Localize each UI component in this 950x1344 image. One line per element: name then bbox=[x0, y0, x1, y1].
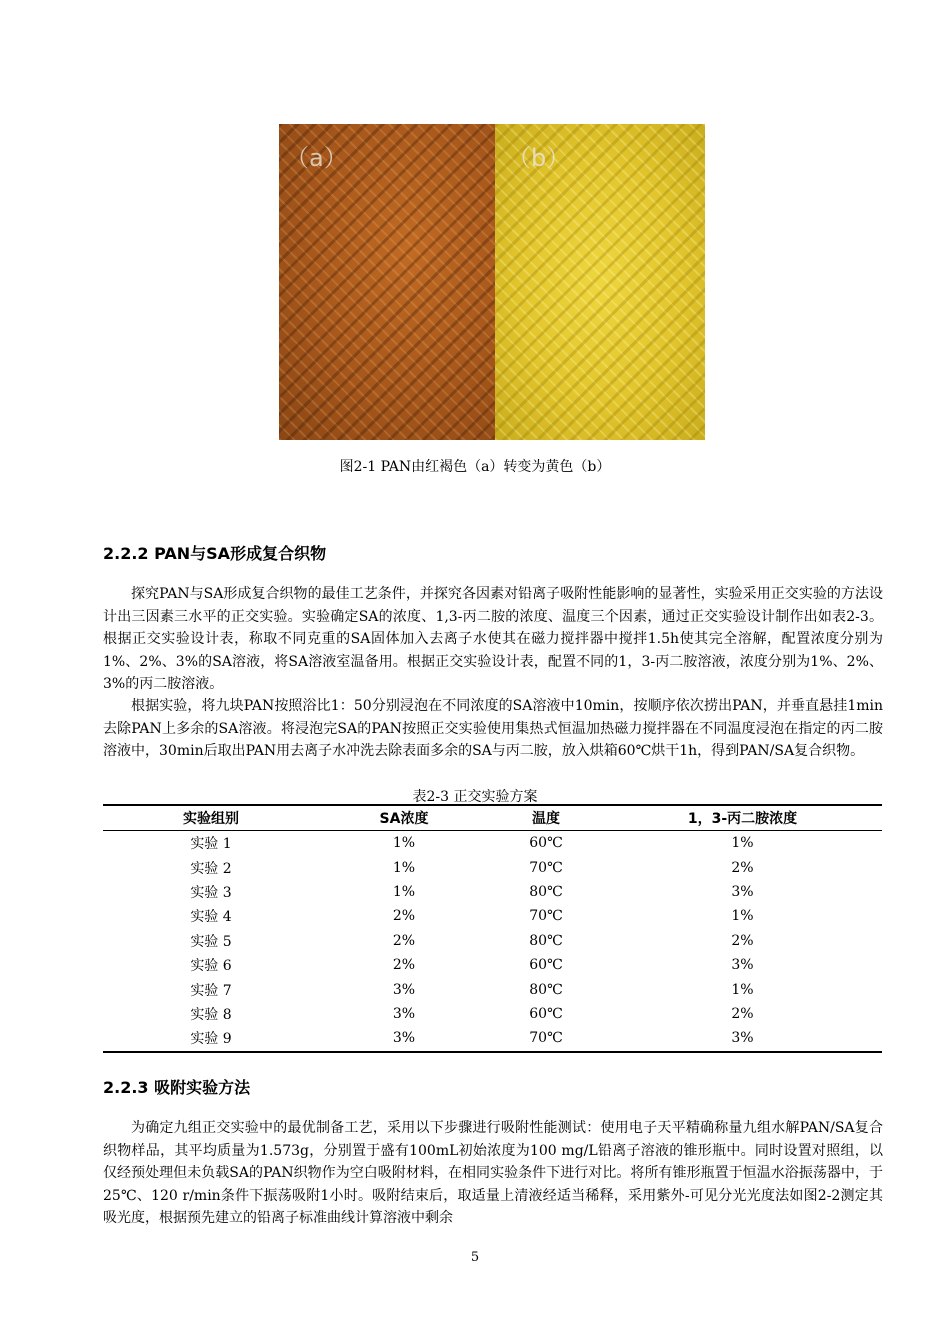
cell-diamine: 3% bbox=[603, 1026, 882, 1051]
cell-group: 实验 2 bbox=[190, 860, 232, 877]
cell-diamine: 2% bbox=[731, 859, 754, 876]
header-temperature: 温度 bbox=[489, 805, 603, 831]
cell-sa: 2% bbox=[392, 908, 416, 925]
cell-group: 实验 6 bbox=[190, 958, 232, 975]
cell-temp: 80℃ bbox=[529, 981, 563, 998]
cell-group: 实验 9 bbox=[103, 1026, 319, 1051]
cell-temp: 70℃ bbox=[489, 1026, 603, 1051]
header-group: 实验组别 bbox=[103, 805, 319, 831]
table-title: 表2-3 正交实验方案 bbox=[412, 789, 538, 805]
cell-diamine: 1% bbox=[731, 908, 754, 925]
cell-group: 实验 4 bbox=[190, 909, 232, 926]
fabric-photo-yellow bbox=[495, 124, 705, 440]
cell-sa: 3% bbox=[319, 1026, 489, 1051]
cell-group: 实验 7 bbox=[190, 982, 232, 999]
cell-sa: 2% bbox=[392, 932, 416, 949]
table-row bbox=[103, 831, 882, 856]
cell-diamine: 3% bbox=[731, 957, 754, 974]
panel-a-label: （a） bbox=[285, 144, 348, 172]
paragraph-222-2: 根据实验，将九块PAN按照浴比1：50分别浸泡在不同浓度的SA溶液中10min，按顺序依次捞出PAN，并垂直悬挂1min去除PAN上多余的SA溶液。将浸泡完SA的PAN按照正交实验使用集热式恒温加热磁力搅拌器在不同温度浸泡在指定的丙二胺溶液中，30min后取出PAN用去离子水冲洗去除表面多余的SA与丙二胺，放入烘箱60℃烘干1h，得到PAN/SA复合织物。 bbox=[103, 698, 883, 760]
table-row bbox=[103, 855, 882, 879]
table-row bbox=[103, 953, 882, 977]
cell-temp: 60℃ bbox=[529, 957, 563, 974]
paragraph-222-1: 探究PAN与SA形成复合织物的最佳工艺条件，并探究各因素对铅离子吸附性能影响的显著性，实验采用正交实验的方法设计出三因素三水平的正交实验。实验确定SA的浓度、1,3-丙二胺的浓度、温度三个因素，通过正交实验设计制作出如表2-3。根据正交实验设计表，称取不同克重的SA固体加入去离子水使其在磁力搅拌器中搅拌1.5h使其完全溶解，配置浓度分别为1%、2%、3%的SA溶液，将SA溶液室温备用。根据正交实验设计表，配置不同的1，3-丙二胺溶液，浓度分别为1%、2%、3%的丙二胺溶液。 bbox=[103, 586, 883, 693]
paragraph-223-1: 为确定九组正交实验中的最优制备工艺，采用以下步骤进行吸附性能测试：使用电子天平精确称量九组水解PAN/SA复合织物样品，其平均质量为1.573g，分别置于盛有100mL初始浓度为100 mg/L铅离子溶液的锥形瓶中。同时设置对照组，以仅经预处理但未负载SA的PAN织物作为空白吸附材料，在相同实验条件下进行对比。将所有锥形瓶置于恒温水浴振荡器中，于25℃、120 r/min条件下振荡吸附1小时。吸附结束后，取适量上清液经适当稀释，采用紫外-可见分光光度法如图2-2测定其吸光度，根据预先建立的铅离子标准曲线计算溶液中剩余 bbox=[103, 1120, 883, 1227]
header-sa-concentration: SA浓度 bbox=[319, 805, 489, 831]
cell-diamine: 2% bbox=[731, 932, 754, 949]
table-row bbox=[103, 1026, 882, 1051]
section-heading-222: 2.2.2 PAN与SA形成复合织物 bbox=[103, 544, 327, 563]
table-row bbox=[103, 977, 882, 1001]
cell-temp: 60℃ bbox=[529, 835, 563, 852]
cell-group: 实验 3 bbox=[190, 884, 232, 901]
cell-group: 实验 8 bbox=[190, 1006, 232, 1023]
cell-sa: 1% bbox=[392, 859, 416, 876]
fabric-figure bbox=[279, 124, 705, 440]
table-row bbox=[103, 880, 882, 904]
cell-temp: 80℃ bbox=[529, 932, 563, 949]
cell-temp: 70℃ bbox=[529, 908, 563, 925]
table-header-row bbox=[103, 805, 882, 831]
cell-sa: 3% bbox=[392, 1005, 416, 1022]
figure-caption: 图2-1 PAN由红褐色（a）转变为黄色（b） bbox=[339, 459, 611, 475]
cell-group: 实验 1 bbox=[190, 836, 232, 853]
cell-diamine: 3% bbox=[731, 883, 754, 900]
table-row bbox=[103, 904, 882, 928]
fabric-photo-red-brown bbox=[279, 124, 495, 440]
page-number: 5 bbox=[470, 1250, 480, 1265]
cell-diamine: 1% bbox=[731, 981, 754, 998]
cell-sa: 1% bbox=[392, 835, 416, 852]
cell-temp: 80℃ bbox=[529, 883, 563, 900]
header-diamine-concentration: 1，3-丙二胺浓度 bbox=[603, 805, 882, 831]
panel-b-label: （b） bbox=[507, 144, 571, 172]
table-row bbox=[103, 929, 882, 953]
cell-diamine: 1% bbox=[731, 835, 754, 852]
cell-temp: 60℃ bbox=[529, 1005, 563, 1022]
table-row bbox=[103, 1002, 882, 1026]
cell-sa: 2% bbox=[392, 957, 416, 974]
section-heading-223: 2.2.3 吸附实验方法 bbox=[103, 1078, 251, 1097]
orthogonal-experiment-table bbox=[103, 804, 882, 1053]
cell-sa: 1% bbox=[392, 883, 416, 900]
cell-diamine: 2% bbox=[731, 1005, 754, 1022]
cell-sa: 3% bbox=[392, 981, 416, 998]
cell-group: 实验 5 bbox=[190, 933, 232, 950]
cell-temp: 70℃ bbox=[529, 859, 563, 876]
